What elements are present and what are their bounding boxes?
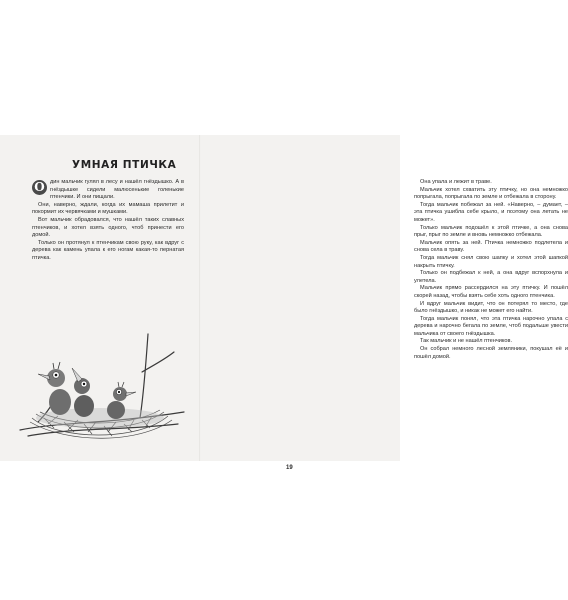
paragraph: Они, наверно, ждали, когда их мамаша прилетит и покормит их червячками и мушками.	[32, 201, 184, 216]
paragraph: Мальчик хотел схватить эту птичку, но она немножко попрыгала, попрыгала по земле и отбежала в сторону.	[414, 186, 568, 201]
paragraph: Вот мальчик обрадовался, что нашёл таких славных птенчиков, и хотел взять одного, чтоб принести его домой.	[32, 216, 184, 239]
first-paragraph-block	[32, 179, 184, 202]
nest-illustration	[18, 332, 186, 444]
right-page	[200, 135, 568, 461]
paragraph: Тогда мальчик побежал за ней. «Наверно, – думает, – эта птичка ушибла себе крыло, и поэтому она летать не может».	[414, 201, 568, 223]
left-page	[0, 135, 200, 461]
drop-cap-letter: О	[32, 180, 47, 195]
right-column-text	[414, 179, 568, 361]
paragraph: Мальчик прямо рассердился на эту птичку. И пошёл скорей назад, чтобы взять себе хоть одного птенчика.	[414, 285, 568, 299]
paragraph: Только мальчик подошёл к этой птичке, а она снова прыг, прыг по земле и вновь немножко отбежала.	[414, 224, 568, 239]
paragraph: Тогда мальчик понял, что эта птичка нарочно упала с дерева и нарочно бегала по земле, чтоб подальше увести мальчика от своего гнёздышка.	[414, 315, 568, 337]
page-number: 19	[286, 465, 293, 471]
paragraph: Только он протянул к птенчикам свою руку, как вдруг с дерева как камень упала к его ногам какая-то пернатая птичка.	[32, 239, 184, 261]
paragraph: Она упала и лежит в траве.	[420, 179, 492, 185]
paragraph: Тогда мальчик снял свою шапку и хотел этой шапкой накрыть птичку.	[414, 254, 568, 269]
paragraph: дин мальчик гулял в лесу и нашёл гнёздышко. А в гнёздышке сидели малюсенькие голенькие птенчики. И они пищали.	[50, 179, 184, 201]
paragraph: Только он подбежал к ней, а она вдруг вспорхнула и улетела.	[414, 270, 568, 284]
left-column-text	[32, 179, 184, 263]
story-title: УМНАЯ ПТИЧКА	[72, 159, 177, 171]
paragraph: Он собрал немного лесной земляники, покушал её и пошёл домой.	[414, 346, 568, 360]
paragraph: И вдруг мальчик видит, что он потерял то место, где было гнёздышко, и никак не может его найти.	[414, 300, 568, 315]
paragraph: Мальчик опять за ней. Птичка немножко подлетела и снова села в траву.	[414, 239, 568, 254]
paragraph: Так мальчик и не нашёл птенчиков.	[420, 338, 513, 345]
book-spread	[0, 135, 568, 471]
